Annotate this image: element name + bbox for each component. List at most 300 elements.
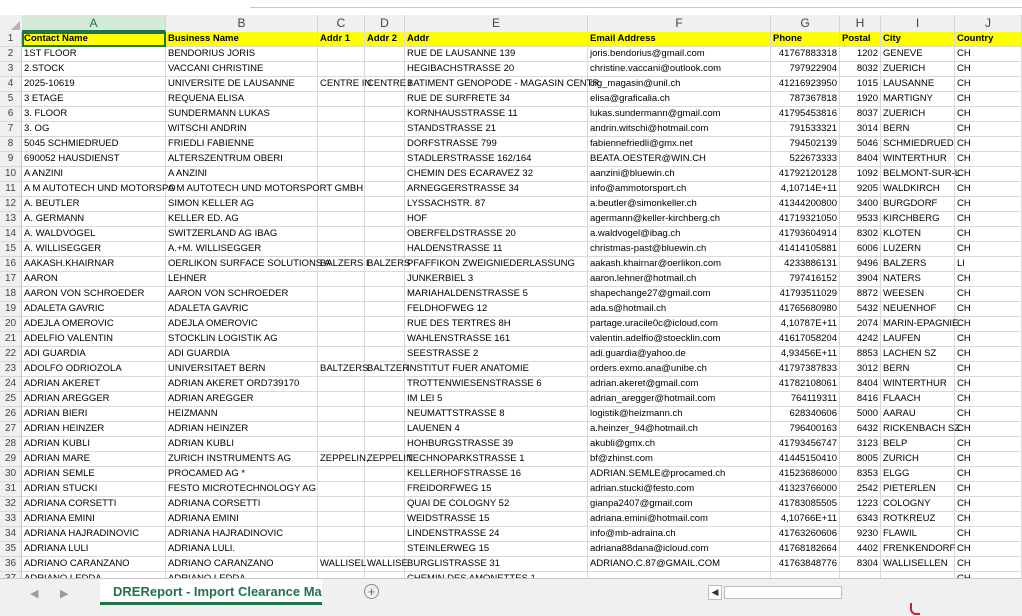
row-number[interactable]: 29 — [0, 452, 22, 467]
table-cell[interactable]: 8304 — [840, 557, 881, 572]
column-header-d[interactable]: D — [365, 15, 405, 32]
table-cell[interactable]: 522673333 — [771, 152, 840, 167]
table-cell[interactable]: CH — [955, 347, 1022, 362]
column-header-f[interactable]: F — [588, 15, 771, 32]
table-cell[interactable] — [365, 272, 405, 287]
table-cell[interactable]: HOF — [405, 212, 588, 227]
table-cell[interactable]: ADELFIO VALENTIN — [22, 332, 166, 347]
table-cell[interactable]: AAKASH.KHAIRNAR — [22, 257, 166, 272]
table-cell[interactable]: ZURICH INSTRUMENTS AG — [166, 452, 318, 467]
table-cell[interactable]: SEESTRASSE 2 — [405, 347, 588, 362]
table-cell[interactable]: RICKENBACH SZ — [881, 422, 955, 437]
table-cell[interactable]: ADRIANA CORSETTI — [22, 497, 166, 512]
table-cell[interactable] — [318, 197, 365, 212]
table-cell[interactable]: CENTRE IN — [318, 77, 365, 92]
table-cell[interactable] — [365, 437, 405, 452]
table-cell[interactable]: 41793511029 — [771, 287, 840, 302]
table-cell[interactable]: 8353 — [840, 467, 881, 482]
table-cell[interactable]: 4402 — [840, 542, 881, 557]
table-cell[interactable]: NEUENHOF — [881, 302, 955, 317]
row-number[interactable]: 24 — [0, 377, 22, 392]
table-cell[interactable]: 5432 — [840, 302, 881, 317]
table-cell[interactable]: ADI GUARDIA — [166, 347, 318, 362]
table-cell[interactable] — [365, 137, 405, 152]
row-number[interactable]: 3 — [0, 62, 22, 77]
table-cell[interactable]: RUE DES TERTRES 8H — [405, 317, 588, 332]
table-cell[interactable]: 41763848776 — [771, 557, 840, 572]
row-number[interactable]: 5 — [0, 92, 22, 107]
table-cell[interactable]: ADEJLA OMEROVIC — [166, 317, 318, 332]
table-cell[interactable]: LAUSANNE — [881, 77, 955, 92]
table-cell[interactable]: agermann@keller-kirchberg.ch — [588, 212, 771, 227]
table-cell[interactable]: SIMON KELLER AG — [166, 197, 318, 212]
table-cell[interactable]: CH — [955, 377, 1022, 392]
table-cell[interactable]: 41795453816 — [771, 107, 840, 122]
table-cell[interactable]: NEUMATTSTRASSE 8 — [405, 407, 588, 422]
table-cell[interactable] — [365, 482, 405, 497]
table-cell[interactable]: IM LEI 5 — [405, 392, 588, 407]
table-cell[interactable]: BURGLISTRASSE 31 — [405, 557, 588, 572]
table-cell[interactable]: 41793456747 — [771, 437, 840, 452]
table-cell[interactable] — [365, 332, 405, 347]
select-all-corner[interactable] — [0, 15, 23, 32]
table-cell[interactable] — [365, 497, 405, 512]
table-cell[interactable]: 1ST FLOOR — [22, 47, 166, 62]
table-cell[interactable]: CH — [955, 107, 1022, 122]
table-cell[interactable]: ZEPPELIN — [365, 452, 405, 467]
table-cell[interactable]: UNIVERSITE DE LAUSANNE — [166, 77, 318, 92]
table-cell[interactable]: ADRIAN MARE — [22, 452, 166, 467]
table-cell[interactable]: BEATA.OESTER@WIN.CH — [588, 152, 771, 167]
table-cell[interactable]: 797922904 — [771, 62, 840, 77]
table-cell[interactable]: ZURICH — [881, 452, 955, 467]
table-cell[interactable] — [365, 62, 405, 77]
table-cell[interactable] — [365, 227, 405, 242]
table-cell[interactable]: MARIAHALDENSTRASSE 5 — [405, 287, 588, 302]
table-cell[interactable] — [365, 527, 405, 542]
table-cell[interactable]: akubli@gmx.ch — [588, 437, 771, 452]
table-cell[interactable]: CH — [955, 557, 1022, 572]
table-cell[interactable] — [318, 347, 365, 362]
table-cell[interactable]: 690052 HAUSDIENST — [22, 152, 166, 167]
table-cell[interactable]: AARON VON SCHROEDER — [166, 287, 318, 302]
table-cell[interactable]: bf@zhinst.com — [588, 452, 771, 467]
table-cell[interactable]: ADALETA GAVRIC — [22, 302, 166, 317]
table-cell[interactable]: PIETERLEN — [881, 482, 955, 497]
table-cell[interactable]: ADRIANA CORSETTI — [166, 497, 318, 512]
table-cell[interactable]: 3 ETAGE — [22, 92, 166, 107]
table-cell[interactable]: ADRIANA EMINI — [166, 512, 318, 527]
table-cell[interactable] — [365, 377, 405, 392]
table-cell[interactable]: NATERS — [881, 272, 955, 287]
table-cell[interactable] — [318, 182, 365, 197]
table-cell[interactable]: SWITZERLAND AG IBAG — [166, 227, 318, 242]
table-cell[interactable]: BURGDORF — [881, 197, 955, 212]
row-number[interactable]: 30 — [0, 467, 22, 482]
table-cell[interactable]: GENEVE — [881, 47, 955, 62]
table-cell[interactable] — [365, 167, 405, 182]
table-cell[interactable] — [365, 152, 405, 167]
table-cell[interactable]: 791533321 — [771, 122, 840, 137]
table-cell[interactable]: 6343 — [840, 512, 881, 527]
row-number[interactable]: 20 — [0, 317, 22, 332]
table-cell[interactable]: 3400 — [840, 197, 881, 212]
column-header-b[interactable]: B — [166, 15, 318, 32]
table-cell[interactable]: CH — [955, 287, 1022, 302]
table-cell[interactable]: BALZERS — [365, 257, 405, 272]
table-cell[interactable]: ADRIANA LULI — [22, 542, 166, 557]
table-cell[interactable]: RUE DE LAUSANNE 139 — [405, 47, 588, 62]
table-cell[interactable] — [365, 407, 405, 422]
table-cell[interactable]: valentin.adelfio@stoecklin.com — [588, 332, 771, 347]
table-cell[interactable]: 9496 — [840, 257, 881, 272]
table-cell[interactable]: JUNKERBIEL 3 — [405, 272, 588, 287]
table-cell[interactable]: joris.bendorius@gmail.com — [588, 47, 771, 62]
table-cell[interactable] — [318, 272, 365, 287]
table-cell[interactable]: orders.exmo.ana@unibe.ch — [588, 362, 771, 377]
table-cell[interactable]: christmas-past@bluewin.ch — [588, 242, 771, 257]
table-cell[interactable] — [365, 107, 405, 122]
table-cell[interactable]: CH — [955, 272, 1022, 287]
table-cell[interactable]: ALTERSZENTRUM OBERI — [166, 152, 318, 167]
table-cell[interactable]: 8404 — [840, 377, 881, 392]
header-cell[interactable]: Email Address — [588, 32, 771, 47]
column-header-g[interactable]: G — [771, 15, 840, 32]
table-cell[interactable]: CH — [955, 542, 1022, 557]
table-cell[interactable]: andrin.witschi@hotmail.com — [588, 122, 771, 137]
table-cell[interactable]: 2542 — [840, 482, 881, 497]
table-cell[interactable]: HEGIBACHSTRASSE 20 — [405, 62, 588, 77]
table-cell[interactable]: A. WALDVOGEL — [22, 227, 166, 242]
table-cell[interactable]: CH — [955, 167, 1022, 182]
table-cell[interactable]: 3. OG — [22, 122, 166, 137]
table-cell[interactable]: lukas.sundermann@gmail.com — [588, 107, 771, 122]
table-cell[interactable]: LINDENSTRASSE 24 — [405, 527, 588, 542]
table-cell[interactable]: aakash.khairnar@oerlikon.com — [588, 257, 771, 272]
table-cell[interactable]: shapechange27@gmail.com — [588, 287, 771, 302]
table-cell[interactable]: 41617058204 — [771, 332, 840, 347]
row-number[interactable]: 9 — [0, 152, 22, 167]
header-cell[interactable]: Addr — [405, 32, 588, 47]
table-cell[interactable]: WINTERTHUR — [881, 377, 955, 392]
table-cell[interactable]: ADRIAN SEMLE — [22, 467, 166, 482]
header-cell[interactable]: Business Name — [166, 32, 318, 47]
table-cell[interactable] — [318, 512, 365, 527]
table-cell[interactable]: ADRIANO.C.87@GMAIL.COM — [588, 557, 771, 572]
row-number[interactable]: 35 — [0, 542, 22, 557]
table-cell[interactable]: 2025-10619 — [22, 77, 166, 92]
table-cell[interactable]: CH — [955, 452, 1022, 467]
row-number[interactable]: 34 — [0, 527, 22, 542]
row-number[interactable]: 4 — [0, 77, 22, 92]
table-cell[interactable]: FRENKENDORF — [881, 542, 955, 557]
table-cell[interactable]: 1223 — [840, 497, 881, 512]
table-cell[interactable] — [318, 527, 365, 542]
row-number[interactable]: 16 — [0, 257, 22, 272]
table-cell[interactable]: AARON VON SCHROEDER — [22, 287, 166, 302]
table-cell[interactable]: ARNEGGERSTRASSE 34 — [405, 182, 588, 197]
table-cell[interactable]: CH — [955, 47, 1022, 62]
table-cell[interactable]: KORNHAUSSTRASSE 11 — [405, 107, 588, 122]
row-number[interactable]: 14 — [0, 227, 22, 242]
table-cell[interactable]: logistik@heizmann.ch — [588, 407, 771, 422]
column-header-h[interactable]: H — [840, 15, 881, 32]
table-cell[interactable]: HEIZMANN — [166, 407, 318, 422]
table-cell[interactable] — [365, 197, 405, 212]
table-cell[interactable]: 41765680980 — [771, 302, 840, 317]
table-cell[interactable]: BELMONT-SUR-L — [881, 167, 955, 182]
table-cell[interactable]: AARON — [22, 272, 166, 287]
table-cell[interactable]: A. GERMANN — [22, 212, 166, 227]
header-cell[interactable]: City — [881, 32, 955, 47]
table-cell[interactable]: 41783085505 — [771, 497, 840, 512]
table-cell[interactable]: 41719321050 — [771, 212, 840, 227]
table-cell[interactable]: CH — [955, 437, 1022, 452]
column-header-c[interactable]: C — [318, 15, 365, 32]
table-cell[interactable]: 787367818 — [771, 92, 840, 107]
table-cell[interactable]: a.beutler@simonkeller.ch — [588, 197, 771, 212]
table-cell[interactable]: LUZERN — [881, 242, 955, 257]
table-cell[interactable] — [318, 482, 365, 497]
table-cell[interactable]: CH — [955, 197, 1022, 212]
table-cell[interactable]: ADRIAN HEINZER — [166, 422, 318, 437]
table-cell[interactable]: WALLISE — [365, 557, 405, 572]
table-cell[interactable]: 4,93456E+11 — [771, 347, 840, 362]
table-cell[interactable] — [318, 137, 365, 152]
table-cell[interactable]: cig_magasin@unil.ch — [588, 77, 771, 92]
table-cell[interactable]: CH — [955, 77, 1022, 92]
table-cell[interactable]: BERN — [881, 362, 955, 377]
table-cell[interactable] — [318, 92, 365, 107]
table-cell[interactable]: CH — [955, 182, 1022, 197]
table-cell[interactable] — [318, 392, 365, 407]
row-number[interactable]: 32 — [0, 497, 22, 512]
table-cell[interactable]: ADOLFO ODRIOZOLA — [22, 362, 166, 377]
table-cell[interactable]: WINTERTHUR — [881, 152, 955, 167]
table-cell[interactable]: 6006 — [840, 242, 881, 257]
table-cell[interactable]: adrian.akeret@gmail.com — [588, 377, 771, 392]
triangle-left-icon[interactable]: ◀ — [708, 585, 722, 600]
table-cell[interactable]: 5046 — [840, 137, 881, 152]
table-cell[interactable]: WALDKIRCH — [881, 182, 955, 197]
table-cell[interactable]: 3904 — [840, 272, 881, 287]
table-cell[interactable] — [365, 212, 405, 227]
table-cell[interactable]: BENDORIUS JORIS — [166, 47, 318, 62]
table-cell[interactable]: FESTO MICROTECHNOLOGY AG — [166, 482, 318, 497]
table-cell[interactable]: LEHNER — [166, 272, 318, 287]
table-cell[interactable]: VACCANI CHRISTINE — [166, 62, 318, 77]
row-number[interactable]: 12 — [0, 197, 22, 212]
table-cell[interactable]: 4,10787E+11 — [771, 317, 840, 332]
table-cell[interactable]: 4242 — [840, 332, 881, 347]
table-cell[interactable] — [365, 317, 405, 332]
table-cell[interactable]: 1015 — [840, 77, 881, 92]
table-cell[interactable]: A M AUTOTECH UND MOTORSPO — [22, 182, 166, 197]
table-cell[interactable]: 8872 — [840, 287, 881, 302]
table-cell[interactable]: A. BEUTLER — [22, 197, 166, 212]
scroll-tabs-right-icon[interactable]: ▶ — [60, 588, 69, 600]
row-number[interactable]: 33 — [0, 512, 22, 527]
table-cell[interactable]: 8416 — [840, 392, 881, 407]
table-cell[interactable]: KELLER ED. AG — [166, 212, 318, 227]
row-number[interactable]: 2 — [0, 47, 22, 62]
table-cell[interactable]: HALDENSTRASSE 11 — [405, 242, 588, 257]
table-cell[interactable] — [365, 512, 405, 527]
table-cell[interactable] — [318, 287, 365, 302]
table-cell[interactable]: ADRIAN AKERET — [22, 377, 166, 392]
table-cell[interactable]: 9230 — [840, 527, 881, 542]
row-number[interactable]: 7 — [0, 122, 22, 137]
table-cell[interactable]: STANDSTRASSE 21 — [405, 122, 588, 137]
table-cell[interactable]: CH — [955, 212, 1022, 227]
header-cell[interactable]: Contact Name — [22, 32, 166, 47]
row-number[interactable]: 23 — [0, 362, 22, 377]
table-cell[interactable] — [365, 542, 405, 557]
table-cell[interactable]: A.+M. WILLISEGGER — [166, 242, 318, 257]
table-cell[interactable]: CH — [955, 392, 1022, 407]
table-cell[interactable]: a.heinzer_94@hotmail.ch — [588, 422, 771, 437]
table-cell[interactable]: 41523686000 — [771, 467, 840, 482]
row-number[interactable]: 27 — [0, 422, 22, 437]
table-cell[interactable] — [318, 437, 365, 452]
table-cell[interactable] — [318, 302, 365, 317]
table-cell[interactable]: 9205 — [840, 182, 881, 197]
table-cell[interactable]: 41793604914 — [771, 227, 840, 242]
table-cell[interactable]: 4,10766E+11 — [771, 512, 840, 527]
table-cell[interactable] — [365, 302, 405, 317]
header-cell[interactable]: Addr 1 — [318, 32, 365, 47]
table-cell[interactable]: OERLIKON SURFACE SOLUTIONS A — [166, 257, 318, 272]
table-cell[interactable]: 41782108061 — [771, 377, 840, 392]
row-number[interactable]: 17 — [0, 272, 22, 287]
table-cell[interactable]: 764119311 — [771, 392, 840, 407]
spreadsheet-grid[interactable] — [0, 15, 1022, 578]
table-cell[interactable] — [365, 242, 405, 257]
table-cell[interactable]: LI — [955, 257, 1022, 272]
table-cell[interactable] — [318, 62, 365, 77]
table-cell[interactable]: WALLISELLEN — [881, 557, 955, 572]
table-cell[interactable]: CH — [955, 302, 1022, 317]
table-cell[interactable]: 3014 — [840, 122, 881, 137]
table-cell[interactable]: ADRIANO CARANZANO — [22, 557, 166, 572]
table-cell[interactable]: 5045 SCHMIEDRUED — [22, 137, 166, 152]
table-cell[interactable]: CH — [955, 362, 1022, 377]
table-cell[interactable]: WEIDSTRASSE 15 — [405, 512, 588, 527]
table-cell[interactable]: CH — [955, 227, 1022, 242]
table-cell[interactable]: 8404 — [840, 152, 881, 167]
table-cell[interactable]: 41344200800 — [771, 197, 840, 212]
table-cell[interactable]: A. WILLISEGGER — [22, 242, 166, 257]
table-cell[interactable]: BELP — [881, 437, 955, 452]
table-cell[interactable]: a.waldvogel@ibag.ch — [588, 227, 771, 242]
row-number[interactable]: 13 — [0, 212, 22, 227]
table-cell[interactable]: 8005 — [840, 452, 881, 467]
table-cell[interactable]: aanzini@bluewin.ch — [588, 167, 771, 182]
table-cell[interactable]: ADRIAN AREGGER — [166, 392, 318, 407]
table-cell[interactable]: CH — [955, 512, 1022, 527]
table-cell[interactable] — [365, 287, 405, 302]
table-cell[interactable]: ADRIANA LULI. — [166, 542, 318, 557]
table-cell[interactable]: ZUERICH — [881, 62, 955, 77]
table-cell[interactable]: CH — [955, 137, 1022, 152]
row-number[interactable]: 28 — [0, 437, 22, 452]
formula-bar[interactable] — [250, 0, 1022, 8]
table-cell[interactable]: 8032 — [840, 62, 881, 77]
table-cell[interactable]: 41792120128 — [771, 167, 840, 182]
table-cell[interactable]: FREIDORFWEG 15 — [405, 482, 588, 497]
header-cell[interactable]: Postal — [840, 32, 881, 47]
table-cell[interactable]: 6432 — [840, 422, 881, 437]
table-cell[interactable]: STADLERSTRASSE 162/164 — [405, 152, 588, 167]
table-cell[interactable]: 8853 — [840, 347, 881, 362]
table-cell[interactable]: ADRIANA EMINI — [22, 512, 166, 527]
table-cell[interactable]: 41763260606 — [771, 527, 840, 542]
table-cell[interactable]: CENTRE I — [365, 77, 405, 92]
table-cell[interactable] — [318, 167, 365, 182]
table-cell[interactable] — [365, 392, 405, 407]
table-cell[interactable]: info@mb-adraina.ch — [588, 527, 771, 542]
table-cell[interactable]: 796400163 — [771, 422, 840, 437]
table-cell[interactable]: A ANZINI — [166, 167, 318, 182]
table-cell[interactable]: ADRIAN KUBLI — [166, 437, 318, 452]
table-cell[interactable]: adi.guardia@yahoo.de — [588, 347, 771, 362]
table-cell[interactable]: OBERFELDSTRASSE 20 — [405, 227, 588, 242]
header-cell[interactable]: Country — [955, 32, 1022, 47]
table-cell[interactable]: 794502139 — [771, 137, 840, 152]
table-cell[interactable]: KIRCHBERG — [881, 212, 955, 227]
table-cell[interactable]: ZUERICH — [881, 107, 955, 122]
row-number[interactable]: 22 — [0, 347, 22, 362]
table-cell[interactable]: ADRIAN BIERI — [22, 407, 166, 422]
table-cell[interactable] — [365, 122, 405, 137]
table-cell[interactable]: BALZERS I — [318, 257, 365, 272]
table-cell[interactable]: 628340606 — [771, 407, 840, 422]
table-cell[interactable]: 3. FLOOR — [22, 107, 166, 122]
table-cell[interactable]: QUAI DE COLOGNY 52 — [405, 497, 588, 512]
table-cell[interactable]: adriana.emini@hotmail.com — [588, 512, 771, 527]
scroll-tabs-left-icon[interactable]: ◀ — [30, 588, 39, 600]
table-cell[interactable]: CH — [955, 62, 1022, 77]
table-cell[interactable]: 9533 — [840, 212, 881, 227]
table-cell[interactable]: LAUENEN 4 — [405, 422, 588, 437]
table-cell[interactable]: CH — [955, 422, 1022, 437]
table-cell[interactable]: MARTIGNY — [881, 92, 955, 107]
table-cell[interactable]: 4,10714E+11 — [771, 182, 840, 197]
table-cell[interactable]: WAHLENSTRASSE 161 — [405, 332, 588, 347]
table-cell[interactable]: DORFSTRASSE 799 — [405, 137, 588, 152]
row-number[interactable]: 18 — [0, 287, 22, 302]
table-cell[interactable]: 4233886131 — [771, 257, 840, 272]
table-cell[interactable] — [318, 122, 365, 137]
header-cell[interactable]: Phone — [771, 32, 840, 47]
table-cell[interactable]: adrian.stucki@festo.com — [588, 482, 771, 497]
table-cell[interactable]: 41768182664 — [771, 542, 840, 557]
table-cell[interactable]: BALZERS — [881, 257, 955, 272]
table-cell[interactable] — [318, 377, 365, 392]
row-number[interactable]: 8 — [0, 137, 22, 152]
table-cell[interactable]: PFAFFIKON ZWEIGNIEDERLASSUNG — [405, 257, 588, 272]
table-cell[interactable]: LACHEN SZ — [881, 347, 955, 362]
table-cell[interactable]: 5000 — [840, 407, 881, 422]
table-cell[interactable]: A M AUTOTECH UND MOTORSPORT GMBH — [166, 182, 318, 197]
sheet-tab-active[interactable] — [100, 579, 322, 605]
table-cell[interactable]: CH — [955, 92, 1022, 107]
table-cell[interactable]: ADRIAN KUBLI — [22, 437, 166, 452]
table-cell[interactable]: 2.STOCK — [22, 62, 166, 77]
table-cell[interactable]: FLAACH — [881, 392, 955, 407]
table-cell[interactable]: BATIMENT GENOPODE - MAGASIN CENTR — [405, 77, 588, 92]
column-header-i[interactable]: I — [881, 15, 955, 32]
